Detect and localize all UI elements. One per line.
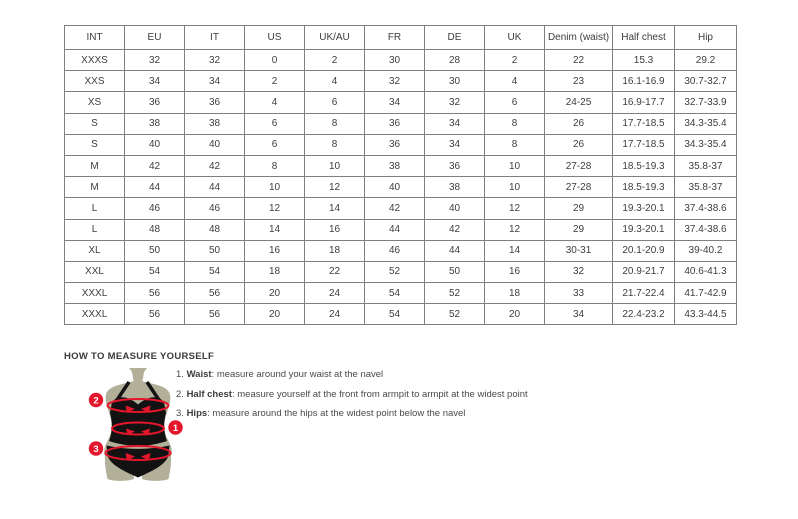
- step-label: Waist: [186, 369, 212, 380]
- table-cell: 24: [305, 304, 365, 325]
- table-row: [65, 50, 737, 71]
- table-cell: 10: [245, 177, 305, 198]
- table-cell: 2: [305, 50, 365, 71]
- table-row: [65, 240, 737, 261]
- table-cell: 52: [425, 283, 485, 304]
- table-cell: 2: [245, 71, 305, 92]
- column-header: Hip: [675, 26, 737, 50]
- table-cell: 32: [545, 261, 613, 282]
- column-header: US: [245, 26, 305, 50]
- table-cell: 34.3-35.4: [675, 134, 737, 155]
- table-cell: 34: [365, 92, 425, 113]
- table-cell: 10: [305, 155, 365, 176]
- table-cell: XXXL: [65, 283, 125, 304]
- measure-step: [176, 408, 528, 420]
- table-row: [65, 304, 737, 325]
- chest-marker-number: 2: [93, 395, 99, 407]
- table-cell: 40: [425, 198, 485, 219]
- table-cell: 4: [245, 92, 305, 113]
- table-cell: 44: [365, 219, 425, 240]
- table-cell: 34.3-35.4: [675, 113, 737, 134]
- table-cell: 24: [305, 283, 365, 304]
- table-cell: 8: [305, 134, 365, 155]
- table-cell: 8: [485, 113, 545, 134]
- table-cell: 36: [365, 134, 425, 155]
- hips-marker-number: 3: [93, 443, 99, 455]
- table-cell: 29: [545, 219, 613, 240]
- column-header: INT: [65, 26, 125, 50]
- table-cell: XXL: [65, 261, 125, 282]
- measure-section-heading: HOW TO MEASURE YOURSELF: [64, 351, 215, 362]
- table-cell: 20: [245, 283, 305, 304]
- table-cell: 23: [545, 71, 613, 92]
- table-cell: 14: [305, 198, 365, 219]
- table-cell: 18.5-19.3: [613, 177, 675, 198]
- table-cell: 16: [485, 261, 545, 282]
- table-cell: S: [65, 113, 125, 134]
- table-cell: 8: [485, 134, 545, 155]
- table-cell: M: [65, 155, 125, 176]
- table-cell: S: [65, 134, 125, 155]
- table-cell: 22.4-23.2: [613, 304, 675, 325]
- table-row: [65, 177, 737, 198]
- table-row: [65, 283, 737, 304]
- table-cell: 34: [425, 113, 485, 134]
- table-cell: 56: [185, 304, 245, 325]
- table-cell: 18: [485, 283, 545, 304]
- table-cell: 17.7-18.5: [613, 134, 675, 155]
- table-cell: 20.1-20.9: [613, 240, 675, 261]
- step-number: 1.: [176, 369, 187, 380]
- table-cell: 12: [485, 198, 545, 219]
- table-cell: 54: [365, 283, 425, 304]
- table-cell: 50: [125, 240, 185, 261]
- table-cell: 18: [245, 261, 305, 282]
- header-row: [65, 26, 737, 50]
- table-cell: XXS: [65, 71, 125, 92]
- measure-step: [176, 389, 528, 401]
- column-header: UK/AU: [305, 26, 365, 50]
- table-cell: 30: [365, 50, 425, 71]
- table-cell: 20: [245, 304, 305, 325]
- table-cell: 15.3: [613, 50, 675, 71]
- table-cell: 18: [305, 240, 365, 261]
- table-cell: 37.4-38.6: [675, 198, 737, 219]
- column-header: Half chest: [613, 26, 675, 50]
- table-cell: L: [65, 198, 125, 219]
- table-cell: 8: [245, 155, 305, 176]
- table-cell: 54: [125, 261, 185, 282]
- table-cell: 32: [425, 92, 485, 113]
- column-header: FR: [365, 26, 425, 50]
- table-cell: 54: [185, 261, 245, 282]
- table-cell: 30-31: [545, 240, 613, 261]
- table-row: [65, 219, 737, 240]
- column-header: UK: [485, 26, 545, 50]
- table-cell: 6: [485, 92, 545, 113]
- table-cell: 16.9-17.7: [613, 92, 675, 113]
- table-cell: 40: [365, 177, 425, 198]
- table-cell: 46: [365, 240, 425, 261]
- table-cell: 14: [245, 219, 305, 240]
- step-text: : measure yourself at the front from armpit to armpit at the widest point: [231, 388, 528, 400]
- waist-marker-number: 1: [172, 422, 179, 434]
- table-cell: 42: [425, 219, 485, 240]
- step-label: Hips: [186, 408, 208, 419]
- table-cell: 6: [245, 134, 305, 155]
- table-cell: 32: [365, 71, 425, 92]
- table-cell: 42: [125, 155, 185, 176]
- column-header: IT: [185, 26, 245, 50]
- measure-step: [176, 369, 528, 381]
- table-cell: 29: [545, 198, 613, 219]
- table-row: [65, 113, 737, 134]
- table-cell: 36: [185, 92, 245, 113]
- size-chart-header: [65, 26, 737, 50]
- column-header: EU: [125, 26, 185, 50]
- table-row: [65, 155, 737, 176]
- table-cell: 40: [125, 134, 185, 155]
- table-cell: 46: [185, 198, 245, 219]
- table-cell: 46: [125, 198, 185, 219]
- table-cell: 41.7-42.9: [675, 283, 737, 304]
- table-cell: 32: [125, 50, 185, 71]
- table-cell: 40: [185, 134, 245, 155]
- table-cell: 30: [425, 71, 485, 92]
- table-cell: 50: [425, 261, 485, 282]
- table-cell: 56: [125, 283, 185, 304]
- table-cell: 12: [485, 219, 545, 240]
- table-cell: 27-28: [545, 177, 613, 198]
- table-cell: 20: [485, 304, 545, 325]
- table-cell: 56: [125, 304, 185, 325]
- table-cell: 4: [305, 71, 365, 92]
- table-cell: XS: [65, 92, 125, 113]
- table-cell: 35.8-37: [675, 155, 737, 176]
- table-cell: 26: [545, 113, 613, 134]
- table-cell: 12: [245, 198, 305, 219]
- table-cell: M: [65, 177, 125, 198]
- table-cell: 33: [545, 283, 613, 304]
- table-cell: 26: [545, 134, 613, 155]
- table-cell: 44: [185, 177, 245, 198]
- table-cell: 34: [125, 71, 185, 92]
- table-cell: 19.3-20.1: [613, 198, 675, 219]
- table-cell: 42: [365, 198, 425, 219]
- table-row: [65, 134, 737, 155]
- table-cell: 54: [365, 304, 425, 325]
- table-cell: 10: [485, 155, 545, 176]
- table-cell: 34: [425, 134, 485, 155]
- table-cell: 50: [185, 240, 245, 261]
- table-cell: 28: [425, 50, 485, 71]
- table-cell: 38: [365, 155, 425, 176]
- table-cell: 18.5-19.3: [613, 155, 675, 176]
- table-cell: 22: [305, 261, 365, 282]
- table-cell: 48: [185, 219, 245, 240]
- table-cell: 37.4-38.6: [675, 219, 737, 240]
- size-chart-body: [65, 50, 737, 325]
- table-cell: 16: [305, 219, 365, 240]
- table-cell: 56: [185, 283, 245, 304]
- table-cell: 17.7-18.5: [613, 113, 675, 134]
- table-cell: 35.8-37: [675, 177, 737, 198]
- table-cell: 6: [305, 92, 365, 113]
- table-cell: 40.6-41.3: [675, 261, 737, 282]
- table-cell: 8: [305, 113, 365, 134]
- table-cell: 30.7-32.7: [675, 71, 737, 92]
- step-number: 2.: [176, 388, 187, 400]
- column-header: Denim (waist): [545, 26, 613, 50]
- table-cell: 36: [365, 113, 425, 134]
- table-cell: 44: [425, 240, 485, 261]
- table-cell: 19.3-20.1: [613, 219, 675, 240]
- table-cell: 34: [545, 304, 613, 325]
- table-cell: 12: [305, 177, 365, 198]
- table-cell: 52: [425, 304, 485, 325]
- table-cell: 38: [425, 177, 485, 198]
- table-cell: 20.9-21.7: [613, 261, 675, 282]
- table-cell: 48: [125, 219, 185, 240]
- table-cell: 32.7-33.9: [675, 92, 737, 113]
- table-cell: 32: [185, 50, 245, 71]
- table-cell: XL: [65, 240, 125, 261]
- table-row: [65, 71, 737, 92]
- table-cell: 16: [245, 240, 305, 261]
- step-text: : measure around your waist at the navel: [211, 369, 384, 380]
- table-row: [65, 198, 737, 219]
- table-cell: 29.2: [675, 50, 737, 71]
- table-cell: 16.1-16.9: [613, 71, 675, 92]
- table-cell: 27-28: [545, 155, 613, 176]
- table-cell: 38: [185, 113, 245, 134]
- measure-steps-list: [176, 369, 528, 428]
- step-label: Half chest: [186, 388, 232, 400]
- table-cell: 22: [545, 50, 613, 71]
- table-cell: 44: [125, 177, 185, 198]
- table-cell: 43.3-44.5: [675, 304, 737, 325]
- table-cell: 38: [125, 113, 185, 134]
- table-cell: 14: [485, 240, 545, 261]
- size-chart-table: [64, 25, 737, 325]
- table-cell: 52: [365, 261, 425, 282]
- table-cell: XXXS: [65, 50, 125, 71]
- table-row: [65, 92, 737, 113]
- table-cell: 36: [425, 155, 485, 176]
- table-cell: 34: [185, 71, 245, 92]
- table-cell: XXXL: [65, 304, 125, 325]
- table-cell: 21.7-22.4: [613, 283, 675, 304]
- table-cell: 0: [245, 50, 305, 71]
- step-text: : measure around the hips at the widest point below the navel: [207, 408, 466, 419]
- table-cell: 36: [125, 92, 185, 113]
- table-cell: 39-40.2: [675, 240, 737, 261]
- table-cell: 4: [485, 71, 545, 92]
- table-cell: L: [65, 219, 125, 240]
- table-row: [65, 261, 737, 282]
- table-cell: 10: [485, 177, 545, 198]
- step-number: 3.: [176, 408, 187, 419]
- table-cell: 24-25: [545, 92, 613, 113]
- table-cell: 42: [185, 155, 245, 176]
- column-header: DE: [425, 26, 485, 50]
- table-cell: 2: [485, 50, 545, 71]
- table-cell: 6: [245, 113, 305, 134]
